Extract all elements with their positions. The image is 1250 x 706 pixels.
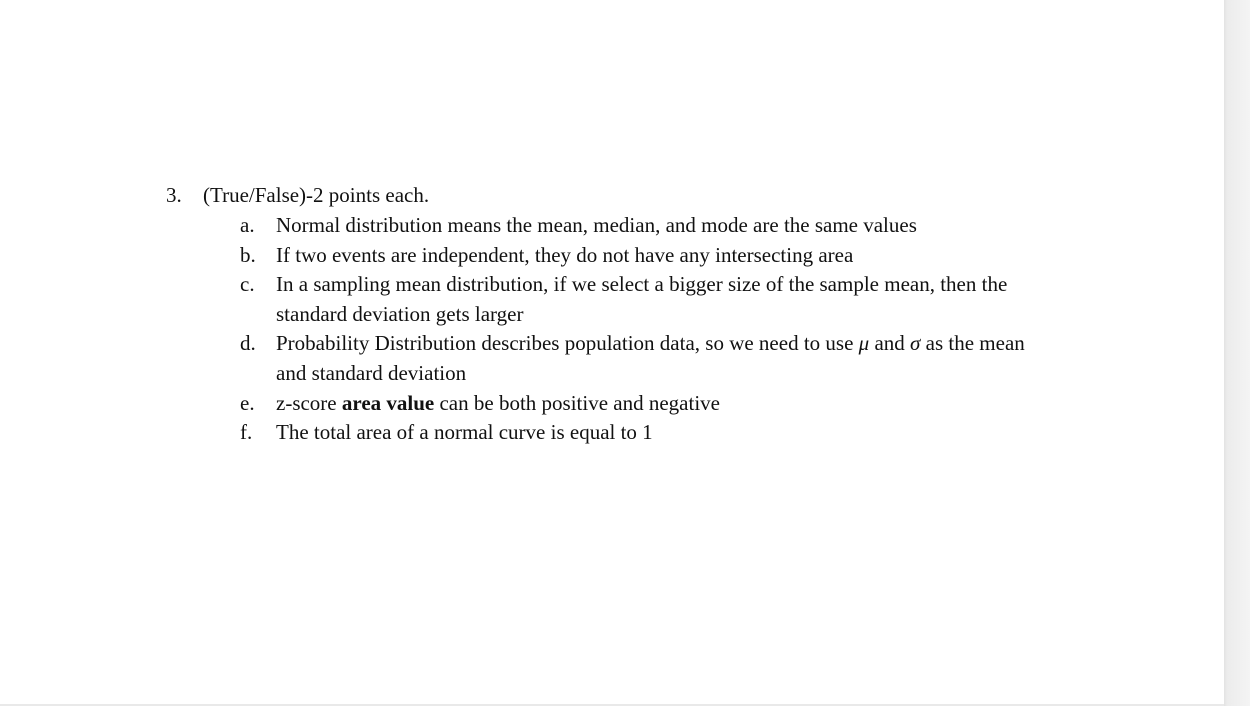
page-right-edge [1224, 0, 1250, 706]
item-c-text-line2: standard deviation gets larger [276, 302, 524, 326]
item-b-marker: b. [240, 243, 256, 267]
item-e-bold: area value [341, 391, 435, 415]
item-c-text-line1: In a sampling mean distribution, if we select a bigger size of the sample mean, then the [276, 272, 1008, 296]
item-e-marker: e. [240, 391, 255, 415]
item-d-text-line1 [276, 329, 1025, 359]
item-d-text-start: Probability Distribution describes population data, so we need to use [276, 331, 859, 355]
question-number: 3. [166, 183, 182, 207]
item-e-suffix: can be both positive and negative [434, 391, 720, 415]
item-e-text [276, 389, 720, 419]
item-b-text: If two events are independent, they do not have any intersecting area [276, 243, 854, 267]
item-c-marker: c. [240, 272, 255, 296]
sigma-symbol: σ [910, 331, 921, 355]
item-a-text: Normal distribution means the mean, median, and mode are the same values [276, 213, 917, 237]
item-d-text-end: as the mean [920, 331, 1025, 355]
item-d-text-line2: and standard deviation [276, 361, 467, 385]
item-d-marker: d. [240, 331, 256, 355]
mu-symbol: μ [858, 331, 870, 355]
item-a-marker: a. [240, 213, 255, 237]
question-title: (True/False)-2 points each. [203, 183, 430, 207]
item-e-prefix: z-score [276, 391, 342, 415]
item-f-marker: f. [240, 420, 253, 444]
item-f-text: The total area of a normal curve is equal to 1 [276, 420, 653, 444]
item-d-and: and [869, 331, 911, 355]
